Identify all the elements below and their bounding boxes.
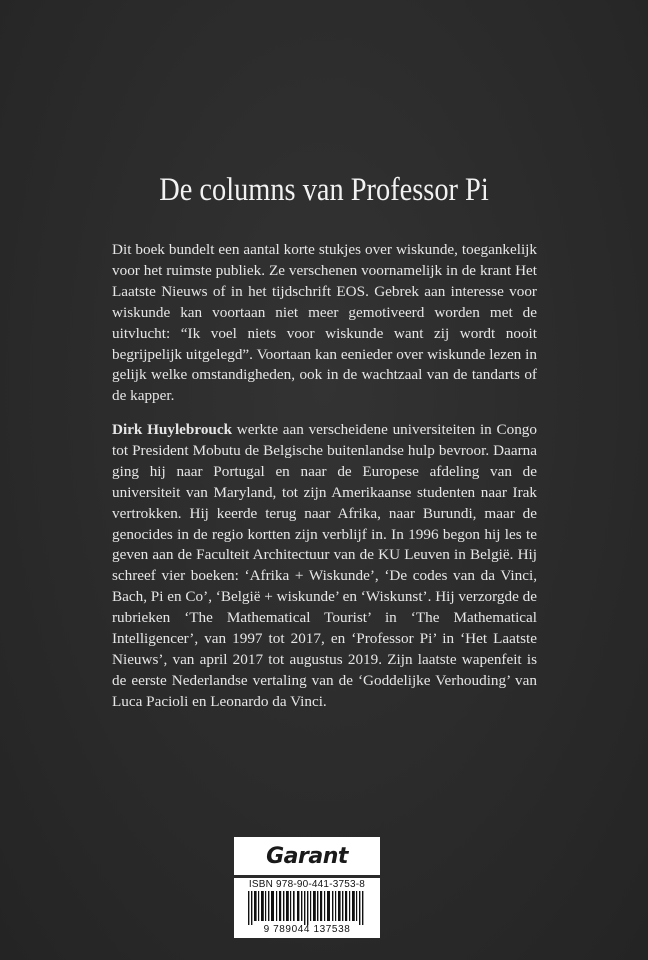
publisher-logo	[234, 837, 380, 875]
barcode-icon	[242, 891, 372, 925]
book-title: De columns van Professor Pi	[159, 172, 489, 208]
author-name: Dirk Huylebrouck	[112, 421, 233, 438]
isbn-label: ISBN 978-90-441-3753-8	[248, 879, 366, 890]
author-bio	[112, 420, 537, 713]
book-blurb: Dit boek bundelt een aantal korte stukjes over wiskunde, toegankelijk voor het ruimste publiek. Ze verschenen voornamelijk in de krant Het Laatste Nieuws of in het tijdschrift EOS. Gebrek aan interesse voor wiskunde kan voortaan niet meer gemotiveerd worden met de uitvlucht: “Ik voel niets voor wiskunde want zij wordt nooit begrijpelijk uitgelegd”. Voortaan kan eenieder over wiskunde lezen in gelijk welke omstandigheden, ook in de wachtzaal van de tandarts of de kapper.	[112, 241, 537, 405]
author-bio-text: werkte aan verscheidene universiteiten in Congo tot President Mobutu de Belgische buitenlandse hulp bevroor. Daarna ging hij naar Portugal en naar de Europese afdeling van de universiteit van Maryland, tot zijn Amerikaanse studenten naar Irak vertrokken. Hij keerde terug naar Afrika, naar Burundi, maar de genocides in de regio kortten zijn verblijf in. In 1996 begon hij les te geven aan de Faculteit Architectuur van de KU Leuven in België. Hij schreef vier boeken: ‘Afrika + Wiskunde’, ‘De codes van da Vinci, Bach, Pi en Co’, ‘België + wiskunde’ en ‘Wiskunst’. Hij verzorgde de rubrieken ‘The Mathematical Tourist’ in ‘The Mathematical Intelligencer’, van 1997 tot 2017, en ‘Professor Pi’ in ‘Het Laatste Nieuws’, van april 2017 tot augustus 2019. Zijn laatste wapenfeit is de eerste Nederlandse vertaling van de ‘Goddelijke Verhouding’ van Luca Pacioli en Leonardo da Vinci.	[112, 421, 537, 710]
barcode-digits: 9 789044 137538	[263, 924, 351, 935]
barcode-panel	[234, 878, 380, 938]
publisher-name: Garant	[266, 843, 348, 869]
